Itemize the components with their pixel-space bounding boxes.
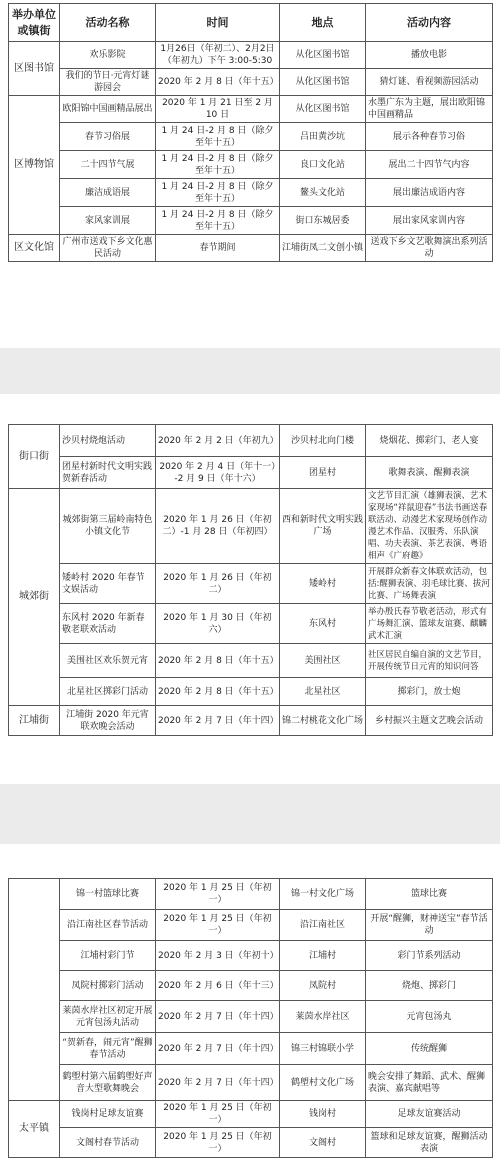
place-cell: 东风村 — [280, 604, 366, 644]
place-cell: 良口文化站 — [280, 151, 366, 179]
time-cell: 2020 年 2 月 6 日（年十三） — [156, 971, 280, 1001]
table-row — [9, 971, 493, 1001]
place-cell: 江埔村 — [280, 941, 366, 971]
name-cell: 欢乐影院 — [60, 42, 156, 69]
header-time: 时间 — [156, 4, 280, 42]
document-page-1 — [0, 0, 500, 348]
content-cell: 展出家风家训内容 — [366, 207, 493, 235]
content-cell: 晚会安排了舞蹈、武术、醒狮表演、嘉宾献唱等 — [366, 1065, 493, 1101]
place-cell: 江埔街凤二文创小镇 — [280, 235, 366, 262]
table-row — [9, 235, 493, 262]
name-cell: 江埔街 2020 年元宵联欢晚会活动 — [60, 706, 156, 736]
table-row — [9, 489, 493, 564]
place-cell: 沙贝村北向门楼 — [280, 425, 366, 457]
place-cell: 锦二村桃花文化广场 — [280, 706, 366, 736]
content-cell: 掷彩门，放士炮 — [366, 678, 493, 706]
unit-cell: 太平镇 — [9, 1101, 60, 1158]
name-cell: 北星社区掷彩门活动 — [60, 678, 156, 706]
name-cell: 美围社区欢乐贺元宵 — [60, 644, 156, 678]
header-name: 活动名称 — [60, 4, 156, 42]
name-cell: “贺新春，闹元宵”醒狮春节活动 — [60, 1033, 156, 1065]
place-cell: 从化区图书馆 — [280, 96, 366, 123]
content-cell: 乡村振兴主题文艺晚会活动 — [366, 706, 493, 736]
time-cell: 2020 年 2 月 2 日（年初九） — [156, 425, 280, 457]
name-cell: 沿江南社区春节活动 — [60, 910, 156, 941]
table-row — [9, 644, 493, 678]
content-cell: 烧炮、掷彩门 — [366, 971, 493, 1001]
unit-cell: 街口街 — [9, 425, 60, 489]
content-cell: 猜灯谜、看视频游园活动 — [366, 69, 493, 96]
table-body — [9, 42, 493, 262]
table-row — [9, 457, 493, 489]
table-row — [9, 42, 493, 69]
table-row — [9, 564, 493, 604]
time-cell: 2020 年 2 月 8 日（年十五） — [156, 678, 280, 706]
table-row — [9, 123, 493, 151]
content-cell: 烧烟花、掷彩门、老人宴 — [366, 425, 493, 457]
content-cell: 展示各种春节习俗 — [366, 123, 493, 151]
place-cell: 街口东城居委 — [280, 207, 366, 235]
place-cell: 西和新时代文明实践广场 — [280, 489, 366, 564]
content-cell: 文艺节目汇演（雄狮表演、艺术家现场“祥鼠迎春”书法书画送春联活动、动漫艺术家现场创作动漫艺术作品、汉服秀、乐队演唱、功夫表演、茶艺表演、粤语相声《广府趣》 — [366, 489, 493, 564]
content-cell: 展出廉洁成语内容 — [366, 179, 493, 207]
content-cell: 水墨广东为主题，展出欧阳锦中国画精品 — [366, 96, 493, 123]
unit-cell: 区文化馆 — [9, 235, 60, 262]
time-cell: 2020 年 2 月 7 日（年十四） — [156, 1033, 280, 1065]
place-cell: 锦一村文化广场 — [280, 879, 366, 910]
table-row — [9, 96, 493, 123]
time-cell: 1月26日（年初二）、2月2日（年初九）下午 3:00-5:30 — [156, 42, 280, 69]
table-row — [9, 879, 493, 910]
time-cell: 2020 年 2 月 7 日（年十四） — [156, 1065, 280, 1101]
content-cell: 展出二十四节气内容 — [366, 151, 493, 179]
content-cell: 开展“醒狮，财神送宝”春节活动 — [366, 910, 493, 941]
time-cell: 2020 年 2 月 8 日（年十五） — [156, 69, 280, 96]
table-row — [9, 151, 493, 179]
time-cell: 2020 年 1 月 25 日（年初一） — [156, 1128, 280, 1158]
place-cell: 从化区图书馆 — [280, 42, 366, 69]
name-cell: 家风家训展 — [60, 207, 156, 235]
place-cell: 文阁村 — [280, 1128, 366, 1158]
name-cell: 莱茵水岸社区初定开展元宵包汤丸活动 — [60, 1001, 156, 1033]
table-row — [9, 1065, 493, 1101]
table-row — [9, 207, 493, 235]
document-page-2 — [0, 394, 500, 784]
activity-table-page-3 — [8, 878, 493, 1158]
place-cell: 吕田黄沙坑 — [280, 123, 366, 151]
header-unit: 举办单位或镇街 — [9, 4, 60, 42]
table-row — [9, 910, 493, 941]
name-cell: 城郊街第三届岭南特色小镇文化节 — [60, 489, 156, 564]
table-row — [9, 706, 493, 736]
time-cell: 1 月 24 日-2 月 8 日（除夕至年十五） — [156, 207, 280, 235]
content-cell: 足球友谊赛活动 — [366, 1101, 493, 1128]
time-cell: 春节期间 — [156, 235, 280, 262]
name-cell: 江埔村彩门节 — [60, 941, 156, 971]
content-cell: 开展群众新春文体联欢活动，包括:醒狮表演、羽毛球比赛、拔河比赛、广场舞表演 — [366, 564, 493, 604]
table-row — [9, 425, 493, 457]
place-cell: 沿江南社区 — [280, 910, 366, 941]
content-cell: 元宵包汤丸 — [366, 1001, 493, 1033]
table-row — [9, 678, 493, 706]
place-cell: 钱岗村 — [280, 1101, 366, 1128]
place-cell: 凤院村 — [280, 971, 366, 1001]
table-row — [9, 69, 493, 96]
page-gap — [0, 348, 500, 394]
place-cell: 从化区图书馆 — [280, 69, 366, 96]
activity-table-page-2 — [8, 424, 493, 736]
time-cell: 2020 年 2 月 7 日（年十四） — [156, 1001, 280, 1033]
content-cell: 篮球和足球友谊赛，醒狮活动表演 — [366, 1128, 493, 1158]
header-content: 活动内容 — [366, 4, 493, 42]
name-cell: 二十四节气展 — [60, 151, 156, 179]
content-cell: 送戏下乡文艺歌舞演出系列活动 — [366, 235, 493, 262]
page-gap — [0, 784, 500, 844]
time-cell: 2020 年 1 月 30 日（年初六） — [156, 604, 280, 644]
name-cell: 矮岭村 2020 年春节文娱活动 — [60, 564, 156, 604]
content-cell: 社区居民自编自演的文艺节目，开展传统节日元宵的知识问答 — [366, 644, 493, 678]
name-cell: 凤院村掷彩门活动 — [60, 971, 156, 1001]
name-cell: 欧阳锦中国画精品展出 — [60, 96, 156, 123]
name-cell: 春节习俗展 — [60, 123, 156, 151]
place-cell: 鳌头文化站 — [280, 179, 366, 207]
time-cell: 2020 年 1 月 26 日（年初二） — [156, 564, 280, 604]
time-cell: 1 月 24 日-2 月 8 日（除夕至年十五） — [156, 151, 280, 179]
name-cell: 鹤塱村第六届鹤塱好声音大型歌舞晚会 — [60, 1065, 156, 1101]
unit-cell: 区图书馆 — [9, 42, 60, 96]
name-cell: 锦一村篮球比赛 — [60, 879, 156, 910]
time-cell: 1 月 24 日-2 月 8 日（除夕至年十五） — [156, 123, 280, 151]
name-cell: 沙贝村烧炮活动 — [60, 425, 156, 457]
place-cell: 北星社区 — [280, 678, 366, 706]
table-header-row — [9, 4, 493, 42]
name-cell: 钱岗村足球友谊赛 — [60, 1101, 156, 1128]
name-cell: 廉洁成语展 — [60, 179, 156, 207]
header-place: 地点 — [280, 4, 366, 42]
activity-table-page-1 — [8, 3, 493, 262]
table-row — [9, 179, 493, 207]
content-cell: 彩门节系列活动 — [366, 941, 493, 971]
unit-cell: 城郊街 — [9, 489, 60, 706]
time-cell: 2020 年 1 月 21 日至 2 月 10 日 — [156, 96, 280, 123]
table-row — [9, 604, 493, 644]
table-row — [9, 1101, 493, 1128]
table-row — [9, 1033, 493, 1065]
table-body — [9, 425, 493, 736]
place-cell: 美围社区 — [280, 644, 366, 678]
place-cell: 莱茵水岸社区 — [280, 1001, 366, 1033]
name-cell: 广州市送戏下乡文化惠民活动 — [60, 235, 156, 262]
time-cell: 2020 年 1 月 25 日（年初一） — [156, 1101, 280, 1128]
place-cell: 团星村 — [280, 457, 366, 489]
unit-cell — [9, 879, 60, 1101]
name-cell: 东风村 2020 年新春敬老联欢活动 — [60, 604, 156, 644]
table-row — [9, 941, 493, 971]
time-cell: 2020 年 1 月 26 日（年初二）-1 月 28 日（年初四） — [156, 489, 280, 564]
name-cell: 团星村新时代文明实践贺新春活动 — [60, 457, 156, 489]
table-row — [9, 1128, 493, 1158]
place-cell: 锦三村锦联小学 — [280, 1033, 366, 1065]
name-cell: 文阁村春节活动 — [60, 1128, 156, 1158]
content-cell: 播放电影 — [366, 42, 493, 69]
table-body — [9, 879, 493, 1158]
document-page-3 — [0, 844, 500, 1171]
place-cell: 鹤塱村文化广场 — [280, 1065, 366, 1101]
time-cell: 2020 年 2 月 7 日（年十四） — [156, 706, 280, 736]
place-cell: 矮岭村 — [280, 564, 366, 604]
name-cell: 我们的节日·元宵灯谜游园会 — [60, 69, 156, 96]
content-cell: 歌舞表演、醒狮表演 — [366, 457, 493, 489]
time-cell: 2020 年 2 月 4 日（年十一）-2 月 9 日（年十六） — [156, 457, 280, 489]
content-cell: 篮球比赛 — [366, 879, 493, 910]
time-cell: 2020 年 1 月 25 日（年初一） — [156, 879, 280, 910]
time-cell: 1 月 24 日-2 月 8 日（除夕至年十五） — [156, 179, 280, 207]
content-cell: 举办殷氏春节敬老活动，形式有广场舞汇演、篮球友谊赛、麒麟武术汇演 — [366, 604, 493, 644]
unit-cell: 江埔街 — [9, 706, 60, 736]
time-cell: 2020 年 1 月 25 日（年初一） — [156, 910, 280, 941]
table-row — [9, 1001, 493, 1033]
time-cell: 2020 年 2 月 8 日（年十五） — [156, 644, 280, 678]
content-cell: 传统醒狮 — [366, 1033, 493, 1065]
time-cell: 2020 年 2 月 3 日（年初十） — [156, 941, 280, 971]
unit-cell: 区博物馆 — [9, 96, 60, 235]
